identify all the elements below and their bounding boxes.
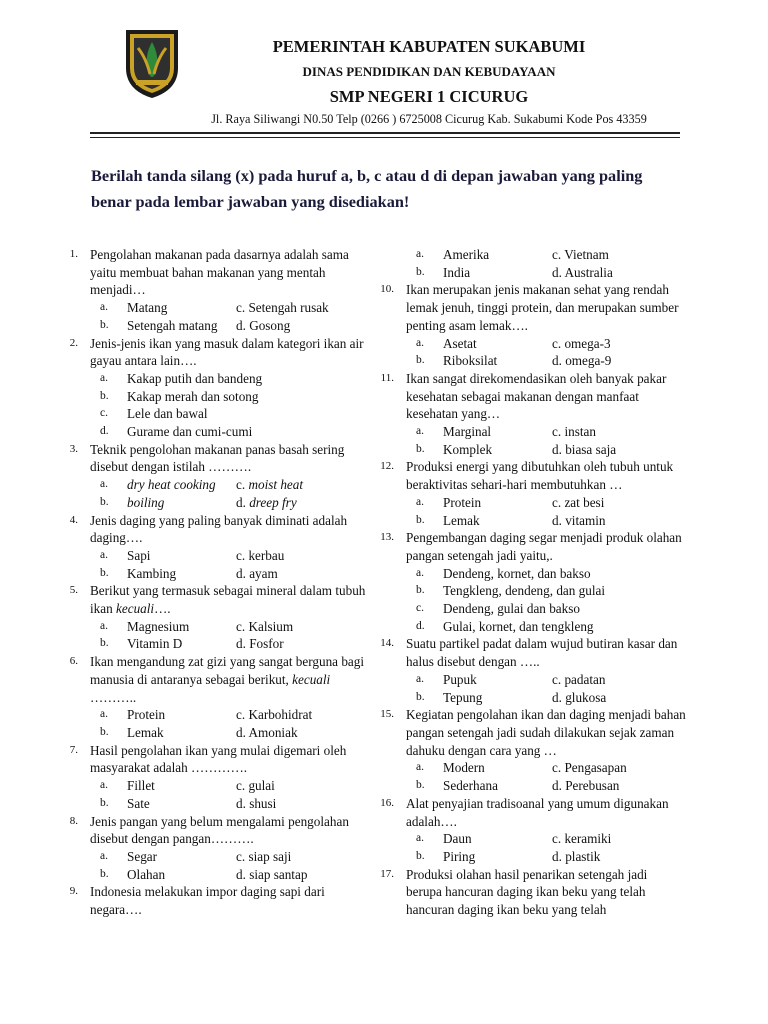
options-row: a. Protein c. zat besi <box>416 494 605 510</box>
option-c[interactable]: c. Kalsium <box>236 618 294 634</box>
question-11: 11. Ikan sangat direkomendasikan oleh banyak pakar kesehatan sebagai makanan dengan manfaat kesehatan yang… <box>376 370 686 423</box>
option-b[interactable]: Setengah matang <box>127 317 218 333</box>
option-d[interactable]: d. biasa saja <box>552 441 617 457</box>
options-row: b. Riboksilat d. omega-9 <box>416 353 612 369</box>
question-text: Jenis pangan yang belum mengalami pengolahan disebut dengan pangan………. <box>90 813 349 847</box>
question-3: 3. Teknik pengolohan makanan panas basah sering disebut dengan istilah ………. <box>60 441 370 476</box>
option-c[interactable]: c. Vietnam <box>552 247 609 262</box>
option-d[interactable]: d. plastik <box>552 848 601 864</box>
question-4: 4. Jenis daging yang paling banyak diminati adalah daging…. <box>60 512 370 547</box>
option-a[interactable]: Fillet <box>127 778 155 794</box>
option-a[interactable]: Daun <box>443 831 472 847</box>
department-title: DINAS PENDIDIKAN DAN KEBUDAYAAN <box>302 64 556 79</box>
option-b[interactable]: Komplek <box>443 441 493 457</box>
option-d[interactable]: d. Perebusan <box>552 778 620 794</box>
options-row: b. Olahan d. siap santap <box>100 866 308 882</box>
option-c[interactable]: c. Karbohidrat <box>236 707 313 723</box>
options-row: a. Daun c. keramiki <box>416 831 612 847</box>
option-a[interactable]: Protein <box>443 494 482 510</box>
option-c[interactable]: c. moist heat <box>236 477 304 493</box>
question-10: 10. Ikan merupakan jenis makanan sehat yang rendah lemak jenuh, tinggi protein, dan merupakan sumber penting asam lemak…. <box>376 281 686 334</box>
option-a[interactable]: a. Kakap putih dan bandeng <box>100 370 263 386</box>
option-a[interactable]: Amerika <box>443 247 490 262</box>
option-c[interactable]: c. instan <box>552 424 596 440</box>
question-9: 9. Indonesia melakukan impor daging sapi dari negara…. <box>60 883 370 918</box>
question-text: Alat penyajian tradisoanal yang umum digunakan adalah…. <box>406 795 669 829</box>
options-row: a. Marginal c. instan <box>416 424 596 440</box>
options-row: b. India d. Australia <box>416 264 613 280</box>
option-c[interactable]: c. kerbau <box>236 547 285 563</box>
question-1: 1. Pengolahan makanan pada dasarnya adalah sama yaitu membuat bahan makanan yang mentah menjadi… <box>60 246 370 299</box>
option-a[interactable]: Modern <box>443 760 485 776</box>
option-a[interactable]: Segar <box>127 848 158 864</box>
options-row: b. Sate d. shusi <box>100 795 277 811</box>
option-c[interactable]: c. padatan <box>552 671 606 687</box>
options-row: a. Pupuk c. padatan <box>416 671 606 687</box>
option-b[interactable]: b. Tengkleng, dendeng, dan gulai <box>416 583 606 599</box>
option-d[interactable]: d. dreep fry <box>236 494 297 510</box>
option-c[interactable]: c. siap saji <box>236 848 292 864</box>
option-a[interactable]: Asetat <box>443 335 477 351</box>
option-d[interactable]: d. ayam <box>236 565 278 581</box>
options-row: a. Sapi c. kerbau <box>100 547 285 563</box>
option-b[interactable]: Riboksilat <box>443 353 498 369</box>
options-row: b. Komplek d. biasa saja <box>416 441 617 457</box>
options-row: a. Modern c. Pengasapan <box>416 760 627 776</box>
option-d[interactable]: d. Gurame dan cumi-cumi <box>100 424 253 440</box>
question-16: 16. Alat penyajian tradisoanal yang umum digunakan adalah…. <box>376 795 686 830</box>
option-a[interactable]: Matang <box>127 300 168 316</box>
options-row: b. Kambing d. ayam <box>100 565 278 581</box>
option-b[interactable]: Olahan <box>127 866 166 882</box>
question-7: 7. Hasil pengolahan ikan yang mulai digemari oleh masyarakat adalah …………. <box>60 742 370 777</box>
question-text: Ikan merupakan jenis makanan sehat yang rendah lemak jenuh, tinggi protein, dan merupakan sumber penting asam lemak…. <box>406 282 679 333</box>
option-d[interactable]: d. Australia <box>552 264 613 280</box>
right-question-column <box>376 246 686 919</box>
option-b[interactable]: boiling <box>127 494 165 510</box>
option-c[interactable]: c. Lele dan bawal <box>100 406 208 422</box>
option-b[interactable]: Sate <box>127 795 150 811</box>
option-d[interactable]: d. Gulai, kornet, dan tengkleng <box>416 618 594 634</box>
school-address: Jl. Raya Siliwangi N0.50 Telp (0266 ) 6725008 Cicurug Kab. Sukabumi Kode Pos 43359 <box>211 112 647 126</box>
question-17: 17. Produksi olahan hasil penarikan setengah jadi berupa hancuran daging ikan beku yang telah hancuran daging ikan beku yang telah <box>376 866 686 919</box>
question-6: 6. Ikan mengandung zat gizi yang sangat berguna bagi manusia di antaranya sebagai berikut, kecuali ……….. <box>60 653 370 706</box>
option-c[interactable]: c. Setengah rusak <box>236 300 329 316</box>
option-b[interactable]: India <box>443 264 471 280</box>
question-text: Indonesia melakukan impor daging sapi dari negara…. <box>90 884 325 918</box>
header-divider-thin <box>90 137 680 138</box>
question-text: Kegiatan pengolahan ikan dan daging menjadi bahan pangan setengah jadi sudah dilakukan sejak zaman dahuku dengan cara yang … <box>406 707 686 758</box>
option-d[interactable]: d. vitamin <box>552 512 606 528</box>
instruction-text: Berilah tanda silang (x) pada huruf a, b, c atau d di depan jawaban yang paling benar pada lembar jawaban yang disediakan! <box>91 166 643 211</box>
question-text: Ikan sangat direkomendasikan oleh banyak pakar kesehatan sebagai makanan dengan manfaat kesehatan yang… <box>406 370 667 422</box>
options-row: a. Amerika c. Vietnam <box>416 247 609 262</box>
left-question-column <box>60 246 370 919</box>
question-12: 12. Produksi energi yang dibutuhkan oleh tubuh untuk beraktivitas sehari-hari membutuhkan … <box>376 458 686 493</box>
question-text: Teknik pengolohan makanan panas basah sering disebut dengan istilah ………. <box>90 441 345 475</box>
option-a[interactable]: dry heat cooking <box>127 477 216 493</box>
option-a[interactable]: Sapi <box>127 547 151 563</box>
question-text: Produksi olahan hasil penarikan setengah jadi berupa hancuran daging ikan beku yang telah hancuran daging ikan beku yang telah <box>406 866 648 918</box>
question-text: Hasil pengolahan ikan yang mulai digemari oleh masyarakat adalah …………. <box>90 742 347 776</box>
option-a[interactable]: Magnesium <box>127 618 190 634</box>
question-text: Suatu partikel padat dalam wujud butiran kasar dan halus disebut dengan ….. <box>406 636 678 670</box>
options-row: a. Fillet c. gulai <box>100 778 275 794</box>
option-c[interactable]: c. gulai <box>236 778 275 794</box>
options-row: b. Vitamin D d. Fosfor <box>100 636 284 652</box>
options-row: a. dry heat cooking c. moist heat <box>100 477 304 493</box>
question-text: Jenis-jenis ikan yang masuk dalam kategori ikan air gayau antara lain…. <box>90 335 364 369</box>
header-divider-thick <box>90 132 680 134</box>
government-title: PEMERINTAH KABUPATEN SUKABUMI <box>272 37 586 56</box>
option-b[interactable]: Lemak <box>127 724 164 740</box>
option-d[interactable]: d. shusi <box>236 795 277 811</box>
options-row: b. Setengah matang d. Gosong <box>100 317 291 333</box>
question-13: 13. Pengembangan daging segar menjadi produk olahan pangan setengah jadi yaitu,. <box>376 529 686 564</box>
options-row: a. Segar c. siap saji <box>100 848 292 864</box>
option-b[interactable]: Lemak <box>443 512 480 528</box>
question-text: Berikut yang termasuk sebagai mineral dalam tubuh ikan kecuali…. <box>90 583 366 617</box>
options-row: a. Magnesium c. Kalsium <box>100 618 294 634</box>
option-b[interactable]: Tepung <box>443 689 483 705</box>
option-a[interactable]: Pupuk <box>443 671 477 687</box>
options-row: b. Sederhana d. Perebusan <box>416 778 620 794</box>
option-c[interactable]: c. zat besi <box>552 494 605 510</box>
option-b[interactable]: Piring <box>443 848 476 864</box>
option-b[interactable]: b. Kakap merah dan sotong <box>100 388 259 404</box>
question-8: 8. Jenis pangan yang belum mengalami pengolahan disebut dengan pangan………. <box>60 813 370 848</box>
options-row: b. Lemak d. Amoniak <box>100 724 298 740</box>
question-text: Pengembangan daging segar menjadi produk olahan pangan setengah jadi yaitu,. <box>406 530 682 563</box>
question-text: Produksi energi yang dibutuhkan oleh tubuh untuk beraktivitas sehari-hari membutuhkan … <box>406 459 674 493</box>
question-text: Jenis daging yang paling banyak diminati adalah daging…. <box>90 512 348 546</box>
option-b[interactable]: Sederhana <box>443 778 498 794</box>
option-a[interactable]: Protein <box>127 707 166 723</box>
option-b[interactable]: Vitamin D <box>127 636 183 652</box>
question-14: 14. Suatu partikel padat dalam wujud butiran kasar dan halus disebut dengan ….. <box>376 635 686 670</box>
options-row: a. Matang c. Setengah rusak <box>100 300 329 316</box>
option-d[interactable]: d. omega-9 <box>552 353 612 369</box>
options-row: b. Lemak d. vitamin <box>416 512 606 528</box>
question-2: 2. Jenis-jenis ikan yang masuk dalam kategori ikan air gayau antara lain…. <box>60 335 370 370</box>
option-d[interactable]: d. glukosa <box>552 689 607 705</box>
options-row: b. Tepung d. glukosa <box>416 689 607 705</box>
option-c[interactable]: c. omega-3 <box>552 335 611 351</box>
option-d[interactable]: d. Gosong <box>236 317 291 333</box>
option-a[interactable]: Marginal <box>443 424 492 440</box>
option-d[interactable]: d. Amoniak <box>236 724 298 740</box>
option-d[interactable]: d. siap santap <box>236 866 308 882</box>
option-d[interactable]: d. Fosfor <box>236 636 284 652</box>
option-b[interactable]: Kambing <box>127 565 177 581</box>
school-title: SMP NEGERI 1 CICURUG <box>329 87 529 106</box>
options-row: a. Protein c. Karbohidrat <box>100 707 313 723</box>
option-c[interactable]: c. Pengasapan <box>552 760 627 776</box>
option-c[interactable]: c. keramiki <box>552 831 612 847</box>
question-text: Pengolahan makanan pada dasarnya adalah sama yaitu membuat bahan makanan yang mentah menjadi… <box>90 247 349 298</box>
option-a[interactable]: a. Dendeng, kornet, dan bakso <box>416 565 591 581</box>
options-row: b. boiling d. dreep fry <box>100 494 297 510</box>
option-c[interactable]: c. Dendeng, gulai dan bakso <box>416 601 580 617</box>
question-15: 15. Kegiatan pengolahan ikan dan daging menjadi bahan pangan setengah jadi sudah dilakukan sejak zaman dahuku dengan cara yang … <box>380 707 686 758</box>
question-text: Ikan mengandung zat gizi yang sangat berguna bagi manusia di antaranya sebagai berikut, kecuali ……….. <box>90 654 365 705</box>
options-row: a. Asetat c. omega-3 <box>416 335 611 351</box>
question-5: 5. Berikut yang termasuk sebagai mineral dalam tubuh ikan kecuali…. <box>60 582 370 617</box>
options-row: b. Piring d. plastik <box>416 848 601 864</box>
